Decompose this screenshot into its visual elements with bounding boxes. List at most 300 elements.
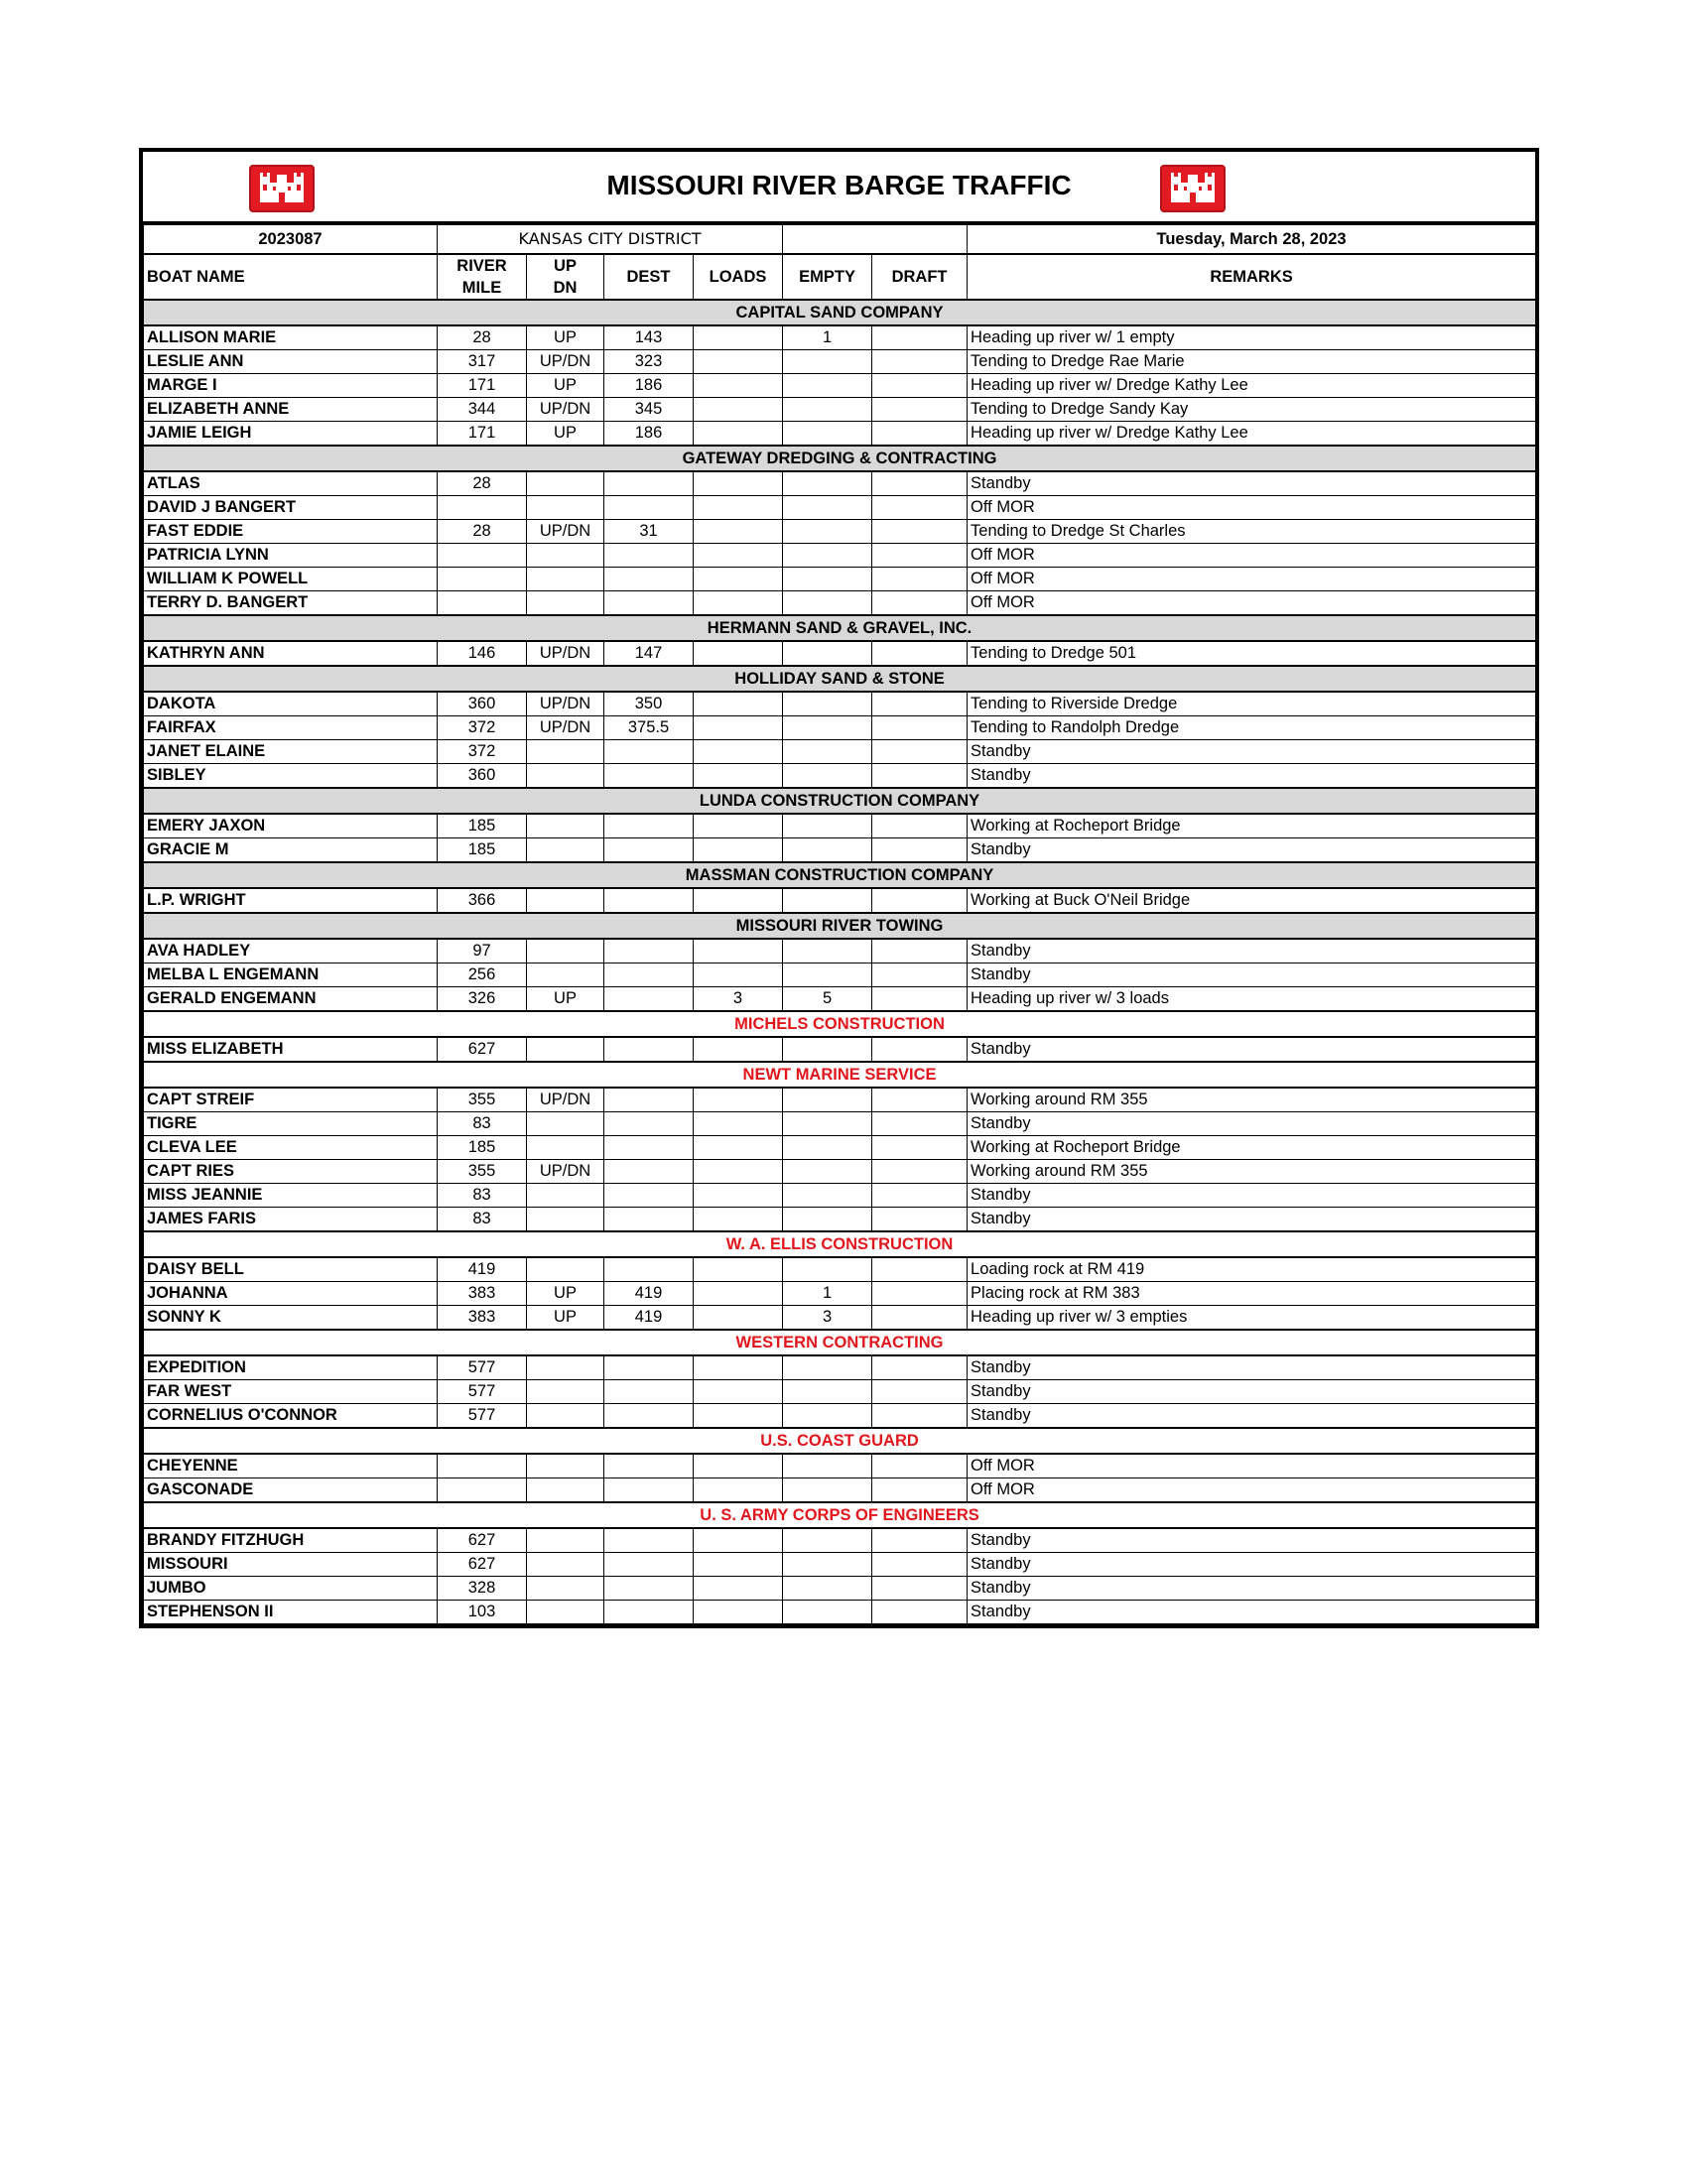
boat-row bbox=[144, 888, 1536, 913]
boat-row bbox=[144, 1112, 1536, 1136]
draft-cell bbox=[872, 350, 968, 374]
loads-cell bbox=[694, 1601, 783, 1624]
dest-cell bbox=[604, 544, 694, 568]
dest-cell: 186 bbox=[604, 374, 694, 398]
draft-cell bbox=[872, 1257, 968, 1282]
loads-cell bbox=[694, 591, 783, 616]
up-dn-cell bbox=[527, 1208, 604, 1232]
up-dn-cell bbox=[527, 838, 604, 863]
boat-row bbox=[144, 1257, 1536, 1282]
boat-row bbox=[144, 374, 1536, 398]
river-mile-cell: 103 bbox=[438, 1601, 527, 1624]
remarks-cell: Standby bbox=[968, 1553, 1536, 1577]
boat-name-cell: TIGRE bbox=[144, 1112, 438, 1136]
up-dn-cell bbox=[527, 1528, 604, 1553]
dest-cell bbox=[604, 1577, 694, 1601]
up-dn-cell bbox=[527, 1478, 604, 1503]
boat-name-cell: LESLIE ANN bbox=[144, 350, 438, 374]
barge-table bbox=[143, 224, 1536, 1624]
column-header-empty: EMPTY bbox=[783, 254, 872, 300]
river-mile-cell: 372 bbox=[438, 740, 527, 764]
empty-cell: 3 bbox=[783, 1306, 872, 1331]
up-dn-cell bbox=[527, 1257, 604, 1282]
empty-cell bbox=[783, 1136, 872, 1160]
river-mile-cell: 383 bbox=[438, 1306, 527, 1331]
draft-cell bbox=[872, 838, 968, 863]
company-section-header bbox=[144, 615, 1536, 641]
loads-cell bbox=[694, 838, 783, 863]
up-dn-cell bbox=[527, 1601, 604, 1624]
dest-cell bbox=[604, 1478, 694, 1503]
up-dn-cell: UP bbox=[527, 325, 604, 350]
remarks-cell: Heading up river w/ 3 empties bbox=[968, 1306, 1536, 1331]
dest-cell bbox=[604, 740, 694, 764]
draft-cell bbox=[872, 1208, 968, 1232]
boat-name-cell: PATRICIA LYNN bbox=[144, 544, 438, 568]
boat-name-cell: SONNY K bbox=[144, 1306, 438, 1331]
remarks-cell: Placing rock at RM 383 bbox=[968, 1282, 1536, 1306]
dest-cell bbox=[604, 964, 694, 987]
company-name: CAPITAL SAND COMPANY bbox=[144, 300, 1536, 325]
company-section-header bbox=[144, 1062, 1536, 1088]
empty-cell bbox=[783, 964, 872, 987]
boat-row bbox=[144, 1282, 1536, 1306]
up-dn-cell bbox=[527, 814, 604, 838]
river-mile-cell: 171 bbox=[438, 422, 527, 447]
dest-cell: 147 bbox=[604, 641, 694, 666]
report-title: MISSOURI RIVER BARGE TRAFFIC bbox=[606, 170, 1072, 200]
loads-cell bbox=[694, 888, 783, 913]
empty-cell bbox=[783, 1160, 872, 1184]
loads-cell bbox=[694, 1528, 783, 1553]
remarks-cell: Standby bbox=[968, 1404, 1536, 1429]
river-mile-cell: 317 bbox=[438, 350, 527, 374]
remarks-cell: Standby bbox=[968, 1112, 1536, 1136]
boat-row bbox=[144, 1160, 1536, 1184]
dest-cell bbox=[604, 591, 694, 616]
remarks-cell: Standby bbox=[968, 1380, 1536, 1404]
river-mile-cell: 171 bbox=[438, 374, 527, 398]
boat-name-cell: TERRY D. BANGERT bbox=[144, 591, 438, 616]
empty-cell bbox=[783, 1208, 872, 1232]
loads-cell bbox=[694, 1160, 783, 1184]
remarks-cell: Tending to Riverside Dredge bbox=[968, 692, 1536, 716]
empty-cell bbox=[783, 1577, 872, 1601]
loads-cell bbox=[694, 1282, 783, 1306]
remarks-cell: Tending to Dredge Rae Marie bbox=[968, 350, 1536, 374]
remarks-cell: Off MOR bbox=[968, 568, 1536, 591]
loads-cell bbox=[694, 398, 783, 422]
boat-row bbox=[144, 1208, 1536, 1232]
draft-cell bbox=[872, 520, 968, 544]
empty-cell: 1 bbox=[783, 325, 872, 350]
river-mile-cell: 328 bbox=[438, 1577, 527, 1601]
boat-name-cell: CAPT STREIF bbox=[144, 1088, 438, 1112]
dest-cell bbox=[604, 1088, 694, 1112]
boat-row bbox=[144, 740, 1536, 764]
boat-name-cell: DAISY BELL bbox=[144, 1257, 438, 1282]
remarks-cell: Standby bbox=[968, 1601, 1536, 1624]
title-row bbox=[143, 152, 1535, 224]
dest-cell bbox=[604, 1454, 694, 1478]
boat-name-cell: DAKOTA bbox=[144, 692, 438, 716]
loads-cell bbox=[694, 471, 783, 496]
boat-row bbox=[144, 716, 1536, 740]
empty-cell bbox=[783, 740, 872, 764]
boat-name-cell: JOHANNA bbox=[144, 1282, 438, 1306]
up-dn-cell bbox=[527, 888, 604, 913]
draft-cell bbox=[872, 814, 968, 838]
empty-cell bbox=[783, 1184, 872, 1208]
remarks-cell: Standby bbox=[968, 964, 1536, 987]
up-dn-cell bbox=[527, 964, 604, 987]
up-dn-cell bbox=[527, 1355, 604, 1380]
company-name: NEWT MARINE SERVICE bbox=[144, 1062, 1536, 1088]
draft-cell bbox=[872, 1184, 968, 1208]
boat-row bbox=[144, 1528, 1536, 1553]
boat-name-cell: GRACIE M bbox=[144, 838, 438, 863]
draft-cell bbox=[872, 641, 968, 666]
boat-name-cell: STEPHENSON II bbox=[144, 1601, 438, 1624]
loads-cell bbox=[694, 422, 783, 447]
draft-cell bbox=[872, 1306, 968, 1331]
company-section-header bbox=[144, 666, 1536, 692]
remarks-cell: Off MOR bbox=[968, 591, 1536, 616]
dest-cell bbox=[604, 1112, 694, 1136]
empty-cell bbox=[783, 520, 872, 544]
river-mile-cell: 383 bbox=[438, 1282, 527, 1306]
draft-cell bbox=[872, 471, 968, 496]
loads-cell bbox=[694, 692, 783, 716]
draft-cell bbox=[872, 888, 968, 913]
boat-name-cell: KATHRYN ANN bbox=[144, 641, 438, 666]
loads-cell bbox=[694, 1553, 783, 1577]
empty-cell bbox=[783, 764, 872, 789]
remarks-cell: Standby bbox=[968, 471, 1536, 496]
boat-name-cell: JUMBO bbox=[144, 1577, 438, 1601]
boat-row bbox=[144, 1306, 1536, 1331]
draft-cell bbox=[872, 1380, 968, 1404]
empty-cell bbox=[783, 939, 872, 964]
up-dn-cell bbox=[527, 1112, 604, 1136]
empty-cell bbox=[783, 1112, 872, 1136]
river-mile-cell bbox=[438, 568, 527, 591]
dest-cell bbox=[604, 939, 694, 964]
boat-name-cell: GERALD ENGEMANN bbox=[144, 987, 438, 1012]
empty-cell bbox=[783, 716, 872, 740]
dest-cell: 350 bbox=[604, 692, 694, 716]
empty-cell bbox=[783, 496, 872, 520]
remarks-cell: Tending to Dredge Sandy Kay bbox=[968, 398, 1536, 422]
up-dn-cell: UP/DN bbox=[527, 398, 604, 422]
draft-cell bbox=[872, 325, 968, 350]
dest-cell bbox=[604, 1257, 694, 1282]
boat-row bbox=[144, 1553, 1536, 1577]
remarks-cell: Standby bbox=[968, 1577, 1536, 1601]
dest-cell bbox=[604, 1355, 694, 1380]
meta-row bbox=[144, 225, 1536, 255]
boat-row bbox=[144, 838, 1536, 863]
loads-cell bbox=[694, 1577, 783, 1601]
empty-cell bbox=[783, 1257, 872, 1282]
river-mile-cell bbox=[438, 591, 527, 616]
up-dn-cell bbox=[527, 1404, 604, 1429]
dest-cell bbox=[604, 987, 694, 1012]
remarks-cell: Standby bbox=[968, 764, 1536, 789]
boat-row bbox=[144, 350, 1536, 374]
loads-cell bbox=[694, 1478, 783, 1503]
draft-cell bbox=[872, 398, 968, 422]
up-dn-cell: UP/DN bbox=[527, 716, 604, 740]
loads-cell bbox=[694, 814, 783, 838]
company-name: MASSMAN CONSTRUCTION COMPANY bbox=[144, 862, 1536, 888]
loads-cell bbox=[694, 1257, 783, 1282]
draft-cell bbox=[872, 764, 968, 789]
river-mile-cell: 83 bbox=[438, 1208, 527, 1232]
river-mile-cell bbox=[438, 496, 527, 520]
draft-cell bbox=[872, 1112, 968, 1136]
boat-name-cell: WILLIAM K POWELL bbox=[144, 568, 438, 591]
dest-cell: 323 bbox=[604, 350, 694, 374]
empty-cell bbox=[783, 888, 872, 913]
draft-cell bbox=[872, 568, 968, 591]
boat-row bbox=[144, 1454, 1536, 1478]
draft-cell bbox=[872, 987, 968, 1012]
loads-cell bbox=[694, 1088, 783, 1112]
company-name: U.S. COAST GUARD bbox=[144, 1428, 1536, 1454]
river-mile-cell bbox=[438, 1478, 527, 1503]
company-section-header bbox=[144, 1011, 1536, 1037]
empty-cell bbox=[783, 1088, 872, 1112]
boat-name-cell: MISS ELIZABETH bbox=[144, 1037, 438, 1062]
remarks-cell: Standby bbox=[968, 1037, 1536, 1062]
boat-name-cell: EMERY JAXON bbox=[144, 814, 438, 838]
up-dn-cell bbox=[527, 1184, 604, 1208]
dest-cell bbox=[604, 471, 694, 496]
remarks-cell: Standby bbox=[968, 1528, 1536, 1553]
river-mile-cell: 577 bbox=[438, 1380, 527, 1404]
remarks-cell: Working at Rocheport Bridge bbox=[968, 814, 1536, 838]
company-name: LUNDA CONSTRUCTION COMPANY bbox=[144, 788, 1536, 814]
boat-row bbox=[144, 1577, 1536, 1601]
loads-cell bbox=[694, 350, 783, 374]
boat-name-cell: JANET ELAINE bbox=[144, 740, 438, 764]
remarks-cell: Tending to Dredge 501 bbox=[968, 641, 1536, 666]
company-name: HOLLIDAY SAND & STONE bbox=[144, 666, 1536, 692]
up-dn-cell bbox=[527, 740, 604, 764]
up-dn-cell bbox=[527, 568, 604, 591]
boat-row bbox=[144, 1380, 1536, 1404]
empty-cell bbox=[783, 1478, 872, 1503]
boat-row bbox=[144, 471, 1536, 496]
draft-cell bbox=[872, 1282, 968, 1306]
column-header-dest: DEST bbox=[604, 254, 694, 300]
company-section-header bbox=[144, 1330, 1536, 1355]
up-dn-cell: UP/DN bbox=[527, 1088, 604, 1112]
boat-row bbox=[144, 325, 1536, 350]
boat-name-cell: FAST EDDIE bbox=[144, 520, 438, 544]
empty-cell: 5 bbox=[783, 987, 872, 1012]
dest-cell bbox=[604, 1037, 694, 1062]
company-section-header bbox=[144, 300, 1536, 325]
column-header-loads: LOADS bbox=[694, 254, 783, 300]
boat-name-cell: AVA HADLEY bbox=[144, 939, 438, 964]
company-name: HERMANN SAND & GRAVEL, INC. bbox=[144, 615, 1536, 641]
dest-cell bbox=[604, 764, 694, 789]
column-header-up-dn: UP DN bbox=[527, 254, 604, 300]
dest-cell: 375.5 bbox=[604, 716, 694, 740]
draft-cell bbox=[872, 1601, 968, 1624]
up-dn-cell bbox=[527, 591, 604, 616]
company-name: MISSOURI RIVER TOWING bbox=[144, 913, 1536, 939]
boat-row bbox=[144, 1478, 1536, 1503]
boat-name-cell: CLEVA LEE bbox=[144, 1136, 438, 1160]
meta-spacer bbox=[783, 225, 968, 255]
boat-row bbox=[144, 641, 1536, 666]
dest-cell bbox=[604, 1160, 694, 1184]
river-mile-cell: 355 bbox=[438, 1088, 527, 1112]
draft-cell bbox=[872, 740, 968, 764]
boat-name-cell: FAR WEST bbox=[144, 1380, 438, 1404]
remarks-cell: Working at Buck O'Neil Bridge bbox=[968, 888, 1536, 913]
river-mile-cell: 360 bbox=[438, 692, 527, 716]
draft-cell bbox=[872, 1528, 968, 1553]
boat-row bbox=[144, 1355, 1536, 1380]
up-dn-cell bbox=[527, 1553, 604, 1577]
dest-cell bbox=[604, 814, 694, 838]
boat-name-cell: L.P. WRIGHT bbox=[144, 888, 438, 913]
draft-cell bbox=[872, 1088, 968, 1112]
boat-row bbox=[144, 964, 1536, 987]
empty-cell bbox=[783, 350, 872, 374]
boat-row bbox=[144, 568, 1536, 591]
up-dn-cell bbox=[527, 471, 604, 496]
river-mile-cell bbox=[438, 1454, 527, 1478]
remarks-cell: Heading up river w/ Dredge Kathy Lee bbox=[968, 374, 1536, 398]
dest-cell: 186 bbox=[604, 422, 694, 447]
loads-cell bbox=[694, 1136, 783, 1160]
empty-cell bbox=[783, 374, 872, 398]
loads-cell bbox=[694, 1184, 783, 1208]
river-mile-cell: 360 bbox=[438, 764, 527, 789]
column-header-draft: DRAFT bbox=[872, 254, 968, 300]
boat-row bbox=[144, 1037, 1536, 1062]
remarks-cell: Heading up river w/ 3 loads bbox=[968, 987, 1536, 1012]
up-dn-cell bbox=[527, 496, 604, 520]
loads-cell: 3 bbox=[694, 987, 783, 1012]
river-mile-cell: 419 bbox=[438, 1257, 527, 1282]
column-header-river-mile: RIVER MILE bbox=[438, 254, 527, 300]
boat-name-cell: CAPT RIES bbox=[144, 1160, 438, 1184]
boat-name-cell: ALLISON MARIE bbox=[144, 325, 438, 350]
empty-cell bbox=[783, 398, 872, 422]
company-name: W. A. ELLIS CONSTRUCTION bbox=[144, 1231, 1536, 1257]
draft-cell bbox=[872, 1577, 968, 1601]
up-dn-cell: UP bbox=[527, 1282, 604, 1306]
loads-cell bbox=[694, 1404, 783, 1429]
dest-cell bbox=[604, 888, 694, 913]
empty-cell bbox=[783, 1037, 872, 1062]
remarks-cell: Standby bbox=[968, 838, 1536, 863]
river-mile-cell: 83 bbox=[438, 1184, 527, 1208]
river-mile-cell: 185 bbox=[438, 814, 527, 838]
boat-row bbox=[144, 1088, 1536, 1112]
loads-cell bbox=[694, 325, 783, 350]
river-mile-cell: 185 bbox=[438, 1136, 527, 1160]
boat-row bbox=[144, 1136, 1536, 1160]
loads-cell bbox=[694, 641, 783, 666]
up-dn-cell: UP/DN bbox=[527, 520, 604, 544]
dest-cell bbox=[604, 568, 694, 591]
boat-name-cell: MISS JEANNIE bbox=[144, 1184, 438, 1208]
loads-cell bbox=[694, 716, 783, 740]
loads-cell bbox=[694, 568, 783, 591]
empty-cell bbox=[783, 1553, 872, 1577]
company-section-header bbox=[144, 862, 1536, 888]
empty-cell bbox=[783, 591, 872, 616]
draft-cell bbox=[872, 422, 968, 447]
dest-cell: 345 bbox=[604, 398, 694, 422]
loads-cell bbox=[694, 1112, 783, 1136]
loads-cell bbox=[694, 1208, 783, 1232]
up-dn-cell bbox=[527, 1380, 604, 1404]
loads-cell bbox=[694, 496, 783, 520]
draft-cell bbox=[872, 1136, 968, 1160]
company-section-header bbox=[144, 1428, 1536, 1454]
boat-name-cell: BRANDY FITZHUGH bbox=[144, 1528, 438, 1553]
boat-name-cell: JAMES FARIS bbox=[144, 1208, 438, 1232]
empty-cell bbox=[783, 544, 872, 568]
draft-cell bbox=[872, 1404, 968, 1429]
boat-name-cell: FAIRFAX bbox=[144, 716, 438, 740]
river-mile-cell: 577 bbox=[438, 1355, 527, 1380]
river-mile-cell: 326 bbox=[438, 987, 527, 1012]
empty-cell bbox=[783, 1404, 872, 1429]
loads-cell bbox=[694, 544, 783, 568]
remarks-cell: Heading up river w/ Dredge Kathy Lee bbox=[968, 422, 1536, 447]
company-section-header bbox=[144, 1502, 1536, 1528]
boat-name-cell: CORNELIUS O'CONNOR bbox=[144, 1404, 438, 1429]
up-dn-cell bbox=[527, 1136, 604, 1160]
dest-cell bbox=[604, 1380, 694, 1404]
draft-cell bbox=[872, 939, 968, 964]
boat-name-cell: CHEYENNE bbox=[144, 1454, 438, 1478]
dest-cell bbox=[604, 1601, 694, 1624]
empty-cell bbox=[783, 471, 872, 496]
up-dn-cell: UP bbox=[527, 1306, 604, 1331]
boat-row bbox=[144, 987, 1536, 1012]
report-number: 2023087 bbox=[144, 225, 438, 255]
draft-cell bbox=[872, 964, 968, 987]
up-dn-cell bbox=[527, 1577, 604, 1601]
draft-cell bbox=[872, 1355, 968, 1380]
draft-cell bbox=[872, 692, 968, 716]
river-mile-cell: 627 bbox=[438, 1553, 527, 1577]
boat-row bbox=[144, 814, 1536, 838]
remarks-cell: Off MOR bbox=[968, 496, 1536, 520]
barge-traffic-report bbox=[139, 148, 1539, 1628]
draft-cell bbox=[872, 496, 968, 520]
district-name: KANSAS CITY DISTRICT bbox=[438, 225, 783, 255]
draft-cell bbox=[872, 1037, 968, 1062]
remarks-cell: Loading rock at RM 419 bbox=[968, 1257, 1536, 1282]
boat-name-cell: MELBA L ENGEMANN bbox=[144, 964, 438, 987]
remarks-cell: Working around RM 355 bbox=[968, 1088, 1536, 1112]
river-mile-cell: 28 bbox=[438, 325, 527, 350]
remarks-cell: Working around RM 355 bbox=[968, 1160, 1536, 1184]
boat-row bbox=[144, 1404, 1536, 1429]
loads-cell bbox=[694, 964, 783, 987]
